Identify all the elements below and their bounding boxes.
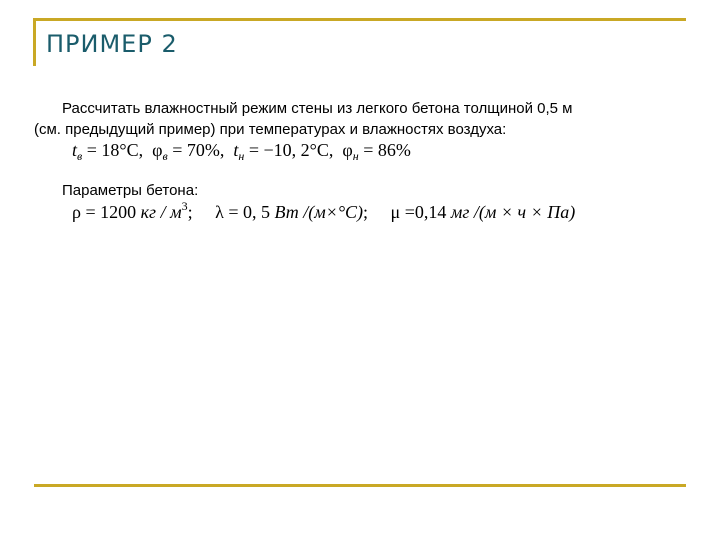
t-inner-sub: в — [77, 149, 83, 163]
intro-line-2: (см. предыдущий пример) при температурах и влажностях воздуха: — [34, 121, 507, 138]
density-exponent: 3 — [181, 199, 188, 213]
t-outer-symbol: t — [233, 140, 239, 160]
density-separator: ; — [187, 202, 193, 222]
phi-inner-value: = 70%, — [167, 140, 229, 160]
vapor-permeability-value: μ =0,14 — [390, 202, 451, 222]
title-accent-bar — [33, 18, 36, 66]
intro-line-1: Рассчитать влажностный режим стены из легкого бетона толщиной 0,5 м — [62, 100, 573, 117]
t-outer-sub: н — [238, 149, 245, 163]
air-conditions-formula — [72, 140, 411, 161]
params-heading: Параметры бетона: — [62, 182, 199, 199]
top-divider — [34, 18, 686, 21]
phi-outer-symbol: φ — [342, 140, 353, 160]
phi-outer-value: = 86% — [358, 140, 411, 160]
phi-inner-sub: в — [162, 149, 168, 163]
density-unit: кг / м — [140, 202, 182, 222]
vapor-permeability-unit: мг /(м × ч × Па) — [450, 202, 576, 222]
density-value: ρ = 1200 — [72, 202, 141, 222]
phi-outer-sub: н — [352, 149, 359, 163]
concrete-params-formula — [72, 199, 576, 223]
t-outer-value: = −10, 2°C, — [244, 140, 338, 160]
conductivity-value: λ = 0, 5 — [215, 202, 275, 222]
t-inner-value: = 18°C, — [82, 140, 148, 160]
t-inner-symbol: t — [72, 140, 78, 160]
conductivity-separator: ; — [363, 202, 369, 222]
phi-inner-symbol: φ — [152, 140, 163, 160]
conductivity-unit: Вт /(м×°С) — [274, 202, 364, 222]
bottom-divider — [34, 484, 686, 487]
slide-title: ПРИМЕР 2 — [46, 30, 178, 58]
